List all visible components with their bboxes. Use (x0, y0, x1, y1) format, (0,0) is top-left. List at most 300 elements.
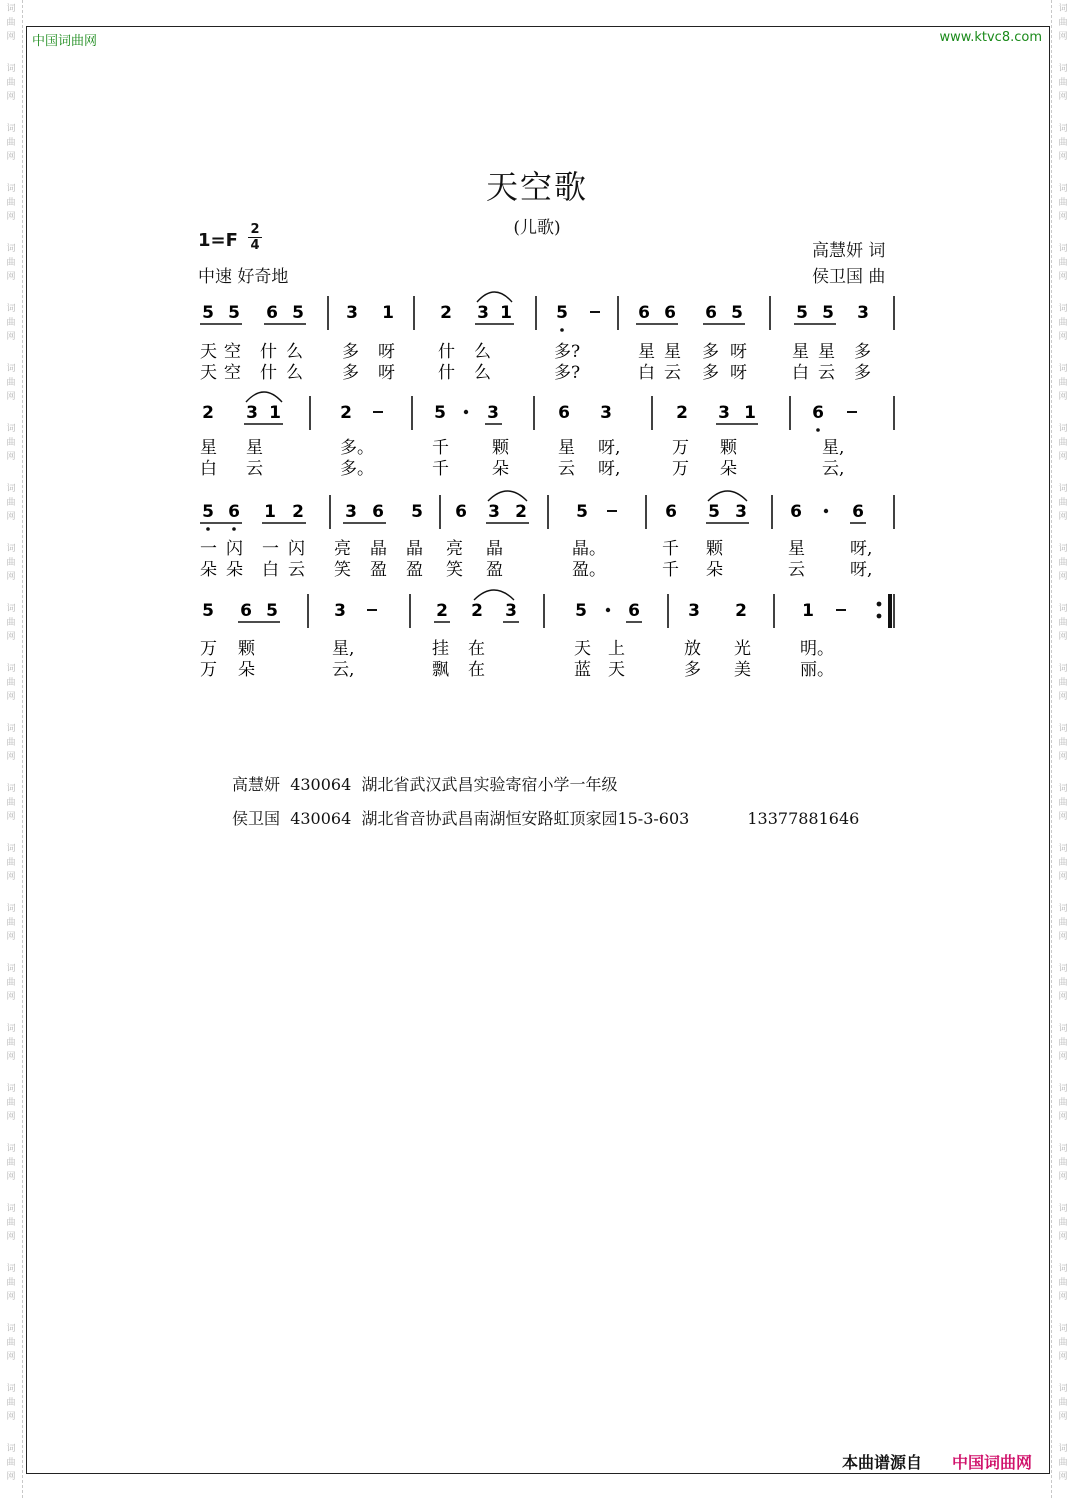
contact-address: 湖北省音协武昌南湖恒安路虹顶家园15-3-603 (361, 809, 690, 828)
watermark-glyph: 网 (6, 152, 16, 162)
watermark-glyph: 词 (1058, 1324, 1068, 1334)
watermark-glyph: 词 (1058, 484, 1068, 494)
lyric-syllable: 么 (286, 363, 303, 383)
watermark-glyph: 曲 (1058, 138, 1068, 148)
watermark-glyph: 词 (6, 964, 16, 974)
watermark-glyph: 词 (6, 1384, 16, 1394)
watermark-glyph: 网 (1058, 332, 1068, 342)
note-number: 3 (735, 502, 747, 522)
lyric-syllable: 多。 (340, 438, 374, 458)
lyric-syllable: 明。 (800, 639, 834, 659)
time-bottom: 4 (248, 237, 262, 253)
low-octave-dot (206, 527, 210, 531)
watermark-glyph: 词 (6, 244, 16, 254)
note-number: 5 (202, 303, 214, 323)
note-number: 1 (500, 303, 512, 323)
note-number: 2 (515, 502, 527, 522)
watermark-glyph: 词 (1058, 304, 1068, 314)
source-site-link[interactable]: 中国词曲网 (952, 1453, 1033, 1472)
watermark-glyph: 词 (1058, 724, 1068, 734)
watermark-glyph: 网 (6, 812, 16, 822)
watermark-glyph: 网 (1058, 212, 1068, 222)
watermark-glyph: 网 (1058, 692, 1068, 702)
note-number: 5 (202, 502, 214, 522)
note-number: 5 (228, 303, 240, 323)
song-subtitle: (儿歌) (513, 218, 561, 238)
note-number: 1 (802, 601, 814, 621)
lyric-syllable: 呀 (730, 342, 747, 362)
watermark-glyph: 曲 (6, 1098, 16, 1108)
lyric-syllable: 星 (792, 342, 809, 362)
watermark-glyph: 曲 (6, 978, 16, 988)
lyric-syllable: 笑 (446, 560, 463, 580)
lyric-syllable: 蓝 (574, 660, 591, 680)
note-number: 6 (790, 502, 802, 522)
watermark-glyph: 网 (1058, 932, 1068, 942)
watermark-glyph: 词 (1058, 664, 1068, 674)
composer-credit: 侯卫国 曲 (812, 267, 886, 287)
lyric-syllable: 万 (672, 438, 689, 458)
watermark-glyph: 曲 (1058, 978, 1068, 988)
note-number: 5 (796, 303, 808, 323)
watermark-glyph: 网 (1058, 272, 1068, 282)
note-number: 2 (735, 601, 747, 621)
lyric-syllable: 天 (574, 639, 591, 659)
lyric-syllable: 星, (822, 438, 845, 458)
watermark-glyph: 网 (6, 1052, 16, 1062)
watermark-glyph: 曲 (1058, 858, 1068, 868)
lyric-syllable: 云 (288, 560, 305, 580)
key-text: 1=F (198, 230, 238, 251)
note-number: 3 (688, 601, 700, 621)
watermark-glyph: 网 (1058, 1052, 1068, 1062)
augmentation-dot (824, 509, 828, 513)
watermark-glyph: 网 (6, 92, 16, 102)
watermark-glyph: 曲 (1058, 1218, 1068, 1228)
watermark-glyph: 词 (1058, 904, 1068, 914)
watermark-glyph: 网 (6, 1352, 16, 1362)
lyric-syllable: 空 (224, 363, 241, 383)
note-number: 5 (202, 601, 214, 621)
lyricist-credit: 高慧妍 词 (812, 241, 886, 261)
watermark-glyph: 曲 (6, 378, 16, 388)
note-number: 6 (240, 601, 252, 621)
lyric-syllable: 云 (818, 363, 835, 383)
lyric-syllable: 呀 (378, 363, 395, 383)
tempo-marking: 中速 好奇地 (198, 267, 289, 287)
lyric-syllable: 一 (200, 539, 217, 559)
lyric-syllable: 什 (260, 342, 277, 362)
lyric-syllable: 挂 (432, 639, 449, 659)
watermark-glyph: 曲 (6, 1338, 16, 1348)
watermark-glyph: 曲 (6, 1398, 16, 1408)
watermark-glyph: 网 (1058, 1172, 1068, 1182)
lyric-syllable: 呀, (850, 560, 873, 580)
watermark-glyph: 词 (6, 484, 16, 494)
watermark-glyph: 曲 (1058, 318, 1068, 328)
lyric-syllable: 朵 (492, 459, 509, 479)
watermark-glyph: 网 (6, 572, 16, 582)
contact-zip: 430064 (290, 775, 352, 794)
lyric-syllable: 云 (246, 459, 263, 479)
lyric-syllable: 白 (262, 560, 279, 580)
note-number: 3 (488, 502, 500, 522)
watermark-glyph: 曲 (1058, 198, 1068, 208)
repeat-dot (877, 614, 882, 619)
lyric-syllable: 多 (854, 342, 871, 362)
watermark-glyph: 曲 (6, 678, 16, 688)
note-number: 2 (340, 403, 352, 423)
watermark-glyph: 曲 (6, 258, 16, 268)
watermark-glyph: 词 (1058, 544, 1068, 554)
slur-arc (246, 392, 282, 402)
watermark-glyph: 网 (1058, 1472, 1068, 1482)
lyric-syllable: 盈 (486, 560, 503, 580)
contact-zip: 430064 (290, 809, 352, 828)
lyric-syllable: 星 (246, 438, 263, 458)
contact-name: 侯卫国 (232, 809, 281, 828)
note-number: 3 (505, 601, 517, 621)
watermark-glyph: 曲 (6, 1278, 16, 1288)
augmentation-dot (606, 608, 610, 612)
watermark-glyph: 曲 (1058, 258, 1068, 268)
lyric-syllable: 呀, (850, 539, 873, 559)
contact-line-2 (232, 806, 859, 829)
watermark-glyph: 曲 (1058, 618, 1068, 628)
watermark-glyph: 曲 (6, 1218, 16, 1228)
lyric-syllable: 晶 (370, 539, 387, 559)
note-number: 3 (600, 403, 612, 423)
note-number: 1 (264, 502, 276, 522)
watermark-glyph: 曲 (6, 78, 16, 88)
watermark-glyph: 网 (6, 1292, 16, 1302)
contact-phone: 13377881646 (747, 809, 860, 828)
note-number: 6 (638, 303, 650, 323)
watermark-glyph: 网 (6, 872, 16, 882)
lyric-syllable: 么 (286, 342, 303, 362)
watermark-glyph: 曲 (1058, 678, 1068, 688)
note-number: 6 (455, 502, 467, 522)
lyric-syllable: 多 (684, 660, 701, 680)
watermark-glyph: 曲 (1058, 738, 1068, 748)
watermark-glyph: 曲 (1058, 1398, 1068, 1408)
watermark-glyph: 词 (6, 724, 16, 734)
lyric-syllable: 星 (558, 438, 575, 458)
watermark-glyph: 词 (1058, 1024, 1068, 1034)
note-number: 6 (372, 502, 384, 522)
lyric-syllable: 千 (432, 438, 449, 458)
note-number: 6 (705, 303, 717, 323)
lyric-syllable: 白 (638, 363, 655, 383)
note-number: 6 (665, 502, 677, 522)
lyric-syllable: 一 (262, 539, 279, 559)
slur-arc (708, 491, 747, 501)
watermark-glyph: 词 (1058, 1384, 1068, 1394)
lyric-syllable: 天 (608, 660, 625, 680)
watermark-glyph: 词 (1058, 4, 1068, 14)
note-number: 5 (556, 303, 568, 323)
watermark-glyph: 词 (6, 424, 16, 434)
lyric-syllable: 万 (200, 660, 217, 680)
lyric-syllable: 在 (468, 639, 485, 659)
lyric-syllable: 朵 (226, 560, 243, 580)
watermark-glyph: 曲 (1058, 378, 1068, 388)
lyric-syllable: 多 (854, 363, 871, 383)
note-number: 5 (434, 403, 446, 423)
watermark-glyph: 词 (6, 1324, 16, 1334)
watermark-glyph: 网 (1058, 1232, 1068, 1242)
watermark-glyph: 曲 (6, 138, 16, 148)
notation-score (0, 0, 1074, 720)
watermark-glyph: 曲 (6, 738, 16, 748)
lyric-syllable: 颗 (492, 438, 509, 458)
lyric-syllable: 么 (474, 342, 491, 362)
watermark-glyph: 曲 (6, 1458, 16, 1468)
lyric-syllable: 颗 (706, 539, 723, 559)
watermark-glyph: 词 (6, 664, 16, 674)
lyric-syllable: 白 (200, 459, 217, 479)
lyric-syllable: 云, (822, 459, 845, 479)
lyric-syllable: 颗 (238, 639, 255, 659)
watermark-glyph: 网 (1058, 812, 1068, 822)
watermark-glyph: 词 (6, 844, 16, 854)
watermark-glyph: 网 (6, 212, 16, 222)
watermark-glyph: 词 (1058, 364, 1068, 374)
watermark-glyph: 网 (1058, 572, 1068, 582)
note-number: 3 (246, 403, 258, 423)
watermark-glyph: 曲 (6, 438, 16, 448)
contact-name: 高慧妍 (232, 775, 281, 794)
lyric-syllable: 盈 (406, 560, 423, 580)
watermark-glyph: 曲 (6, 1158, 16, 1168)
source-label: 本曲谱源自 (842, 1453, 923, 1472)
watermark-glyph: 曲 (1058, 1458, 1068, 1468)
note-number: 3 (718, 403, 730, 423)
lyric-syllable: 多 (342, 342, 359, 362)
watermark-glyph: 曲 (1058, 18, 1068, 28)
watermark-glyph: 网 (6, 992, 16, 1002)
watermark-glyph: 网 (6, 932, 16, 942)
watermark-glyph: 词 (1058, 964, 1068, 974)
lyric-syllable: 星 (788, 539, 805, 559)
lyric-syllable: 闪 (226, 539, 243, 559)
watermark-glyph: 曲 (1058, 558, 1068, 568)
lyric-syllable: 笑 (334, 560, 351, 580)
lyric-syllable: 多? (554, 342, 581, 362)
watermark-glyph: 曲 (6, 18, 16, 28)
lyric-syllable: 亮 (446, 539, 463, 559)
watermark-glyph: 网 (6, 1472, 16, 1482)
watermark-glyph: 曲 (6, 558, 16, 568)
site-url-header[interactable]: www.ktvc8.com (939, 30, 1042, 45)
lyric-syllable: 晶 (486, 539, 503, 559)
watermark-glyph: 曲 (6, 318, 16, 328)
contact-line-1 (232, 772, 617, 795)
watermark-glyph: 词 (6, 1204, 16, 1214)
lyric-syllable: 呀, (598, 438, 621, 458)
watermark-glyph: 词 (6, 1084, 16, 1094)
watermark-glyph: 曲 (1058, 1158, 1068, 1168)
watermark-glyph: 曲 (1058, 78, 1068, 88)
watermark-glyph: 词 (6, 64, 16, 74)
watermark-glyph: 词 (6, 904, 16, 914)
watermark-glyph: 词 (1058, 424, 1068, 434)
note-number: 1 (382, 303, 394, 323)
watermark-glyph: 曲 (6, 918, 16, 928)
note-number: 5 (411, 502, 423, 522)
note-number: 2 (292, 502, 304, 522)
note-number: 1 (744, 403, 756, 423)
lyric-syllable: 朵 (238, 660, 255, 680)
watermark-glyph: 词 (6, 544, 16, 554)
note-number: 2 (436, 601, 448, 621)
watermark-glyph: 网 (6, 1172, 16, 1182)
note-number: 1 (269, 403, 281, 423)
watermark-glyph: 曲 (6, 798, 16, 808)
watermark-glyph: 网 (6, 392, 16, 402)
watermark-glyph: 词 (1058, 844, 1068, 854)
watermark-glyph: 网 (1058, 1292, 1068, 1302)
slur-arc (477, 292, 512, 302)
lyric-syllable: 什 (438, 342, 455, 362)
note-number: 6 (558, 403, 570, 423)
watermark-glyph: 曲 (1058, 918, 1068, 928)
watermark-glyph: 网 (6, 332, 16, 342)
note-number: 6 (228, 502, 240, 522)
watermark-glyph: 词 (1058, 604, 1068, 614)
lyric-syllable: 云 (788, 560, 805, 580)
lyric-syllable: 朵 (720, 459, 737, 479)
lyric-syllable: 亮 (334, 539, 351, 559)
watermark-glyph: 网 (6, 1232, 16, 1242)
watermark-glyph: 词 (6, 364, 16, 374)
watermark-glyph: 网 (6, 32, 16, 42)
watermark-glyph: 曲 (1058, 498, 1068, 508)
watermark-glyph: 词 (1058, 1444, 1068, 1454)
watermark-glyph: 词 (1058, 64, 1068, 74)
note-number: 3 (334, 601, 346, 621)
lyric-syllable: 白 (792, 363, 809, 383)
site-name-header[interactable]: 中国词曲网 (32, 34, 98, 49)
lyric-syllable: 上 (608, 639, 625, 659)
lyric-syllable: 朵 (200, 560, 217, 580)
watermark-glyph: 曲 (1058, 798, 1068, 808)
lyric-syllable: 多 (342, 363, 359, 383)
watermark-glyph: 词 (6, 124, 16, 134)
watermark-glyph: 词 (6, 184, 16, 194)
low-octave-dot (560, 328, 564, 332)
repeat-dot (877, 602, 882, 607)
lyric-syllable: 云 (558, 459, 575, 479)
lyric-syllable: 什 (260, 363, 277, 383)
watermark-glyph: 曲 (6, 1038, 16, 1048)
lyric-syllable: 云, (332, 660, 355, 680)
note-number: 6 (664, 303, 676, 323)
note-number: 5 (292, 303, 304, 323)
lyric-syllable: 闪 (288, 539, 305, 559)
low-octave-dot (232, 527, 236, 531)
watermark-glyph: 词 (6, 784, 16, 794)
lyric-syllable: 呀 (378, 342, 395, 362)
slur-arc (474, 590, 514, 600)
note-number: 2 (440, 303, 452, 323)
lyric-syllable: 颗 (720, 438, 737, 458)
note-number: 5 (575, 601, 587, 621)
note-number: 6 (852, 502, 864, 522)
watermark-glyph: 网 (1058, 632, 1068, 642)
watermark-glyph: 网 (1058, 1352, 1068, 1362)
watermark-glyph: 网 (1058, 392, 1068, 402)
lyric-syllable: 在 (468, 660, 485, 680)
note-number: 5 (576, 502, 588, 522)
watermark-glyph: 网 (1058, 1112, 1068, 1122)
lyric-syllable: 千 (432, 459, 449, 479)
watermark-glyph: 网 (1058, 1412, 1068, 1422)
watermark-glyph: 网 (6, 632, 16, 642)
watermark-glyph: 词 (1058, 124, 1068, 134)
watermark-glyph: 网 (1058, 872, 1068, 882)
note-number: 2 (676, 403, 688, 423)
lyric-syllable: 空 (224, 342, 241, 362)
watermark-glyph: 词 (1058, 184, 1068, 194)
watermark-glyph: 网 (1058, 752, 1068, 762)
lyric-syllable: 多 (702, 342, 719, 362)
contact-address: 湖北省武汉武昌实验寄宿小学一年级 (361, 775, 618, 794)
note-number: 3 (345, 502, 357, 522)
watermark-glyph: 词 (1058, 1084, 1068, 1094)
note-number: 2 (471, 601, 483, 621)
watermark-glyph: 曲 (6, 618, 16, 628)
augmentation-dot (464, 410, 468, 414)
lyric-syllable: 晶 (406, 539, 423, 559)
watermark-glyph: 曲 (6, 858, 16, 868)
lyric-syllable: 星, (332, 639, 355, 659)
watermark-glyph: 曲 (1058, 1038, 1068, 1048)
watermark-glyph: 网 (1058, 152, 1068, 162)
watermark-glyph: 词 (1058, 784, 1068, 794)
watermark-glyph: 网 (6, 752, 16, 762)
watermark-glyph: 曲 (6, 498, 16, 508)
lyric-syllable: 飘 (432, 660, 449, 680)
watermark-glyph: 网 (1058, 512, 1068, 522)
lyric-syllable: 么 (474, 363, 491, 383)
note-number: 3 (857, 303, 869, 323)
watermark-glyph: 网 (1058, 32, 1068, 42)
lyric-syllable: 万 (672, 459, 689, 479)
lyric-syllable: 放 (684, 639, 701, 659)
lyric-syllable: 多 (702, 363, 719, 383)
watermark-glyph: 词 (6, 4, 16, 14)
watermark-glyph: 词 (6, 304, 16, 314)
watermark-glyph: 曲 (1058, 1098, 1068, 1108)
lyric-syllable: 云 (664, 363, 681, 383)
lyric-syllable: 多。 (340, 459, 374, 479)
lyric-syllable: 晶。 (572, 539, 606, 559)
watermark-glyph: 网 (6, 452, 16, 462)
lyric-syllable: 星 (200, 438, 217, 458)
lyric-syllable: 朵 (706, 560, 723, 580)
lyric-syllable: 光 (734, 639, 751, 659)
note-number: 3 (477, 303, 489, 323)
watermark-glyph: 曲 (1058, 1338, 1068, 1348)
note-number: 5 (731, 303, 743, 323)
note-number: 3 (487, 403, 499, 423)
note-number: 6 (812, 403, 824, 423)
watermark-glyph: 词 (6, 1024, 16, 1034)
watermark-glyph: 曲 (1058, 1278, 1068, 1288)
watermark-glyph: 词 (1058, 244, 1068, 254)
lyric-syllable: 丽。 (800, 660, 834, 680)
